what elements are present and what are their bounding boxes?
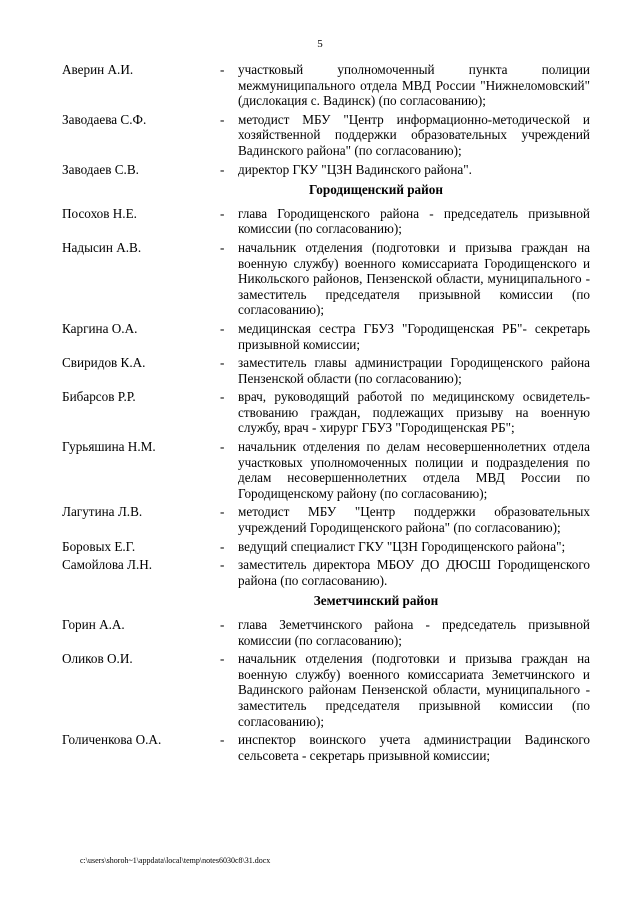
dash-separator: - xyxy=(220,320,225,336)
member-role: глава Земетчинского района - председатель призывной комиссии (по согласованию); xyxy=(238,617,590,648)
member-name: Посохов Н.Е. xyxy=(62,205,137,221)
dash-separator: - xyxy=(220,111,225,127)
dash-separator: - xyxy=(220,389,225,405)
member-entry xyxy=(62,539,590,555)
member-name: Надысин А.В. xyxy=(62,239,142,255)
member-role: начальник отделения (подготовки и призыва граждан на военную службу) военного комиссариата Земетчинского и Вадинского районам Пензенской области, муниципального - заместитель председателя призывной комиссии (по согласованию); xyxy=(238,651,590,729)
member-role: врач, руководящий работой по медицинскому освидетельствованию граждан, подлежащих призыву на военную службу, врач - хирург ГБУЗ "Городищенская РБ"; xyxy=(238,389,590,436)
member-entry xyxy=(62,355,590,386)
member-role: ведущий специалист ГКУ "ЦЗН Городищенского района"; xyxy=(238,538,566,554)
member-role: заместитель главы администрации Городищенского района Пензенской области (по согласованию); xyxy=(238,355,590,386)
member-role: начальник отделения (подготовки и призыва граждан на военную службу) военного комиссариата Городищенского и Никольского районов, Пензенской области, муниципального - заместитель председателя призывной комиссии (по согласованию); xyxy=(238,239,590,318)
dash-separator: - xyxy=(220,617,225,632)
dash-separator: - xyxy=(220,732,225,748)
member-entry xyxy=(62,389,590,436)
member-entry xyxy=(62,651,590,729)
member-name: Лагутина Л.В. xyxy=(62,504,143,520)
dash-separator: - xyxy=(220,161,225,177)
member-name: Заводаев С.В. xyxy=(62,161,139,177)
dash-separator: - xyxy=(220,557,225,573)
member-name: Горин А.А. xyxy=(62,617,125,632)
member-name: Свиридов К.А. xyxy=(62,355,146,371)
member-role: инспектор воинского учета администрации Вадинского сельсовета - секретарь призывной комиссии; xyxy=(238,732,590,763)
member-name: Оликов О.И. xyxy=(62,651,133,667)
member-role: методист МБУ "Центр информационно-методической и хозяйственной поддержки образовательных учреждений Вадинского района" (по согласованию); xyxy=(238,111,590,158)
member-entry xyxy=(62,321,590,352)
member-entry xyxy=(62,439,590,501)
member-name: Голиченкова О.А. xyxy=(62,732,162,748)
member-name: Аверин А.И. xyxy=(62,62,134,77)
member-entry xyxy=(62,617,590,648)
member-entry xyxy=(62,112,590,159)
member-entry xyxy=(62,206,590,237)
member-name: Бибарсов Р.Р. xyxy=(62,389,136,405)
document-body xyxy=(62,62,590,766)
member-role: глава Городищенского района - председатель призывной комиссии (по согласованию); xyxy=(238,205,590,237)
member-name: Заводаева С.Ф. xyxy=(62,111,147,127)
member-role: методист МБУ "Центр поддержки образовательных учреждений Городищенского района" (по согласованию); xyxy=(238,504,590,536)
member-entry xyxy=(62,732,590,763)
dash-separator: - xyxy=(220,62,225,77)
district-heading: Земетчинский район xyxy=(313,593,439,609)
member-entry xyxy=(62,557,590,588)
dash-separator: - xyxy=(220,355,225,371)
member-role: участковый уполномоченный пункта полиции межмуниципального отдела МВД России "Нижнеломовский" (дислокация с. Вадинск) (по согласованию); xyxy=(238,62,590,109)
member-entry xyxy=(62,240,590,318)
district-heading: Городищенский район xyxy=(309,182,443,198)
member-role: директор ГКУ "ЦЗН Вадинского района". xyxy=(238,161,472,177)
dash-separator: - xyxy=(220,205,225,221)
dash-separator: - xyxy=(220,239,225,255)
member-name: Самойлова Л.Н. xyxy=(62,557,153,573)
page-number: 5 xyxy=(317,38,323,50)
member-role: начальник отделения по делам несовершеннолетних отдела участковых уполномоченных полиции и подразделения по делам несовершеннолетних отдела МВД России по Городищенскому району (по согласованию); xyxy=(238,439,590,501)
member-entry xyxy=(62,162,590,178)
member-role: заместитель директора МБОУ ДО ДЮСШ Городищенского района (по согласованию). xyxy=(238,557,590,588)
member-name: Гурьяшина Н.М. xyxy=(62,439,156,455)
member-role: медицинская сестра ГБУЗ "Городищенская РБ"- секретарь призывной комиссии; xyxy=(238,320,590,352)
member-entry xyxy=(62,62,590,109)
dash-separator: - xyxy=(220,651,225,667)
dash-separator: - xyxy=(220,538,225,554)
dash-separator: - xyxy=(220,439,225,455)
dash-separator: - xyxy=(220,504,225,520)
member-name: Боровых Е.Г. xyxy=(62,538,136,554)
member-entry xyxy=(62,504,590,535)
file-path-footer: c:\users\shoroh~1\appdata\local\temp\notes6030c8\31.docx xyxy=(80,856,271,865)
member-name: Каргина О.А. xyxy=(62,320,138,336)
